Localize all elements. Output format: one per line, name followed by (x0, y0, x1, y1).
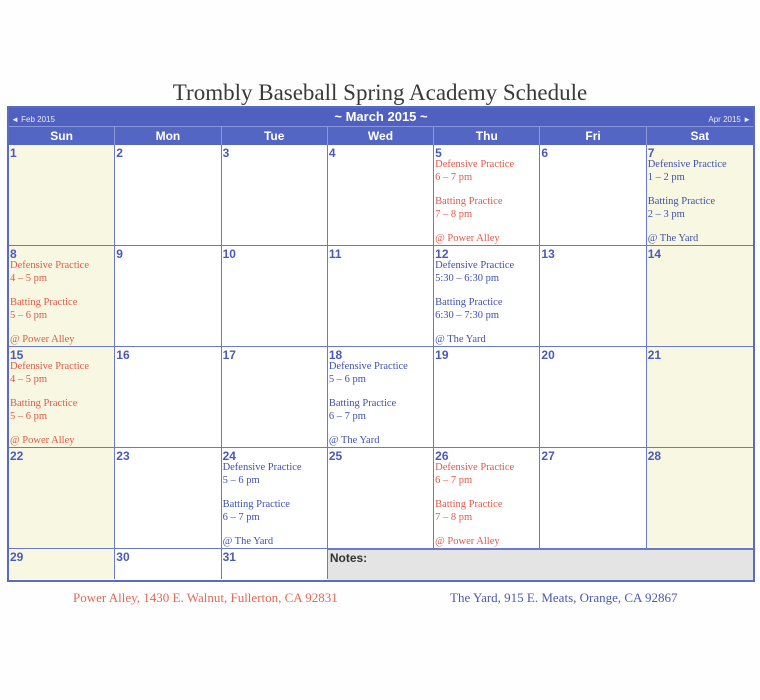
event-location: @ Power Alley (10, 334, 75, 345)
event-time: 6 – 7 pm (435, 474, 473, 486)
day-number: 16 (116, 348, 130, 362)
event-name: Batting Practice (435, 499, 503, 510)
day-number: 30 (116, 550, 130, 564)
event-name: Batting Practice (647, 196, 716, 207)
day-cell[interactable] (222, 246, 328, 347)
day-events (435, 462, 537, 549)
event-time: 4 – 5 pm (10, 272, 48, 284)
day-cell[interactable] (222, 549, 328, 579)
day-cell[interactable] (115, 448, 221, 549)
weekday-sat: Sat (690, 129, 710, 143)
day-cell[interactable] (115, 246, 221, 347)
event-time: 5 – 6 pm (328, 373, 366, 385)
event-time: 5 – 6 pm (222, 474, 260, 486)
weekday-thu: Thu (434, 127, 540, 145)
day-number: 15 (10, 348, 24, 362)
day-cell[interactable] (328, 246, 434, 347)
event-location: @ Power Alley (435, 233, 500, 244)
day-events (329, 361, 431, 448)
event-time: 6 – 7 pm (328, 410, 366, 422)
day-number: 10 (222, 247, 236, 261)
day-cell[interactable] (434, 448, 540, 549)
day-number: 13 (541, 247, 555, 261)
event-name: Defensive Practice (435, 260, 515, 271)
day-events (648, 159, 751, 246)
event-name: Defensive Practice (10, 361, 90, 372)
day-cell[interactable] (434, 347, 540, 448)
event-location: @ The Yard (435, 334, 486, 345)
day-number: 20 (541, 348, 555, 362)
day-number: 3 (222, 146, 230, 160)
day-number: 12 (435, 247, 449, 261)
calendar-grid (9, 145, 753, 549)
event-time: 7 – 8 pm (435, 208, 473, 220)
day-number: 24 (222, 449, 236, 463)
prev-month-link[interactable]: ◄ Feb 2015 (11, 115, 55, 124)
day-events (435, 260, 537, 347)
day-cell[interactable] (115, 347, 221, 448)
day-cell[interactable] (328, 145, 434, 246)
day-number: 23 (116, 449, 130, 463)
day-number: 18 (328, 348, 343, 362)
event-location: @ The Yard (647, 233, 699, 244)
event-name: Defensive Practice (328, 361, 408, 372)
event-name: Batting Practice (435, 297, 503, 308)
day-number: 25 (328, 449, 343, 463)
day-number: 5 (435, 146, 442, 160)
event-time: 6:30 – 7:30 pm (435, 309, 500, 321)
day-events (10, 361, 112, 448)
day-cell[interactable] (115, 549, 221, 579)
day-cell[interactable] (540, 448, 646, 549)
day-number: 21 (647, 348, 662, 362)
power-alley-address: Power Alley, 1430 E. Walnut, Fullerton, CA 92831 (73, 590, 338, 605)
event-location: @ The Yard (328, 435, 380, 446)
day-cell[interactable] (9, 246, 115, 347)
day-cell[interactable] (540, 145, 646, 246)
day-number: 1 (10, 146, 17, 160)
day-cell[interactable] (540, 347, 646, 448)
day-cell[interactable] (434, 145, 540, 246)
month-title: ~ March 2015 ~ (334, 109, 428, 124)
weekday-wed: Wed (328, 127, 434, 145)
day-cell[interactable] (328, 448, 434, 549)
event-name: Defensive Practice (647, 159, 727, 170)
day-cell[interactable] (115, 145, 221, 246)
weekday-fri: Fri (540, 127, 646, 145)
notes-label: Notes: (329, 551, 368, 565)
day-cell[interactable] (328, 347, 434, 448)
event-name: Batting Practice (222, 499, 290, 510)
day-cell[interactable] (647, 448, 753, 549)
event-time: 6 – 7 pm (435, 171, 473, 183)
event-time: 4 – 5 pm (10, 373, 48, 385)
weekday-tue: Tue (222, 127, 328, 145)
day-cell[interactable] (9, 145, 115, 246)
day-number: 19 (435, 348, 449, 362)
next-month-link[interactable]: Apr 2015 ► (708, 115, 751, 124)
weekday-header (9, 126, 753, 145)
the-yard-address: The Yard, 915 E. Meats, Orange, CA 92867 (450, 590, 678, 605)
day-cell[interactable] (540, 246, 646, 347)
day-number: 27 (541, 449, 555, 463)
event-time: 1 – 2 pm (647, 171, 685, 183)
day-cell[interactable] (9, 448, 115, 549)
event-location: @ Power Alley (435, 536, 500, 547)
day-events (223, 462, 325, 549)
day-events (10, 260, 112, 347)
month-header (9, 108, 753, 126)
calendar (7, 106, 755, 582)
event-name: Batting Practice (10, 297, 78, 308)
day-number: 8 (10, 247, 17, 261)
day-cell[interactable] (222, 347, 328, 448)
event-name: Defensive Practice (435, 159, 515, 170)
event-name: Defensive Practice (435, 462, 515, 473)
day-cell[interactable] (9, 347, 115, 448)
weekday-mon: Mon (115, 127, 221, 145)
day-cell[interactable] (222, 145, 328, 246)
day-events (435, 159, 537, 246)
day-cell[interactable] (222, 448, 328, 549)
day-cell[interactable] (9, 549, 115, 579)
day-number: 4 (328, 146, 336, 160)
day-number: 17 (222, 348, 236, 362)
day-number: 6 (541, 146, 549, 160)
event-time: 5 – 6 pm (10, 410, 48, 422)
event-name: Batting Practice (10, 398, 78, 409)
day-number: 11 (328, 247, 342, 261)
weekday-sun: Sun (9, 127, 115, 145)
event-name: Defensive Practice (222, 462, 302, 473)
page-title: Trombly Baseball Spring Academy Schedule (172, 80, 588, 105)
event-location: @ Power Alley (10, 435, 75, 446)
day-cell[interactable] (434, 246, 540, 347)
event-name: Batting Practice (435, 196, 503, 207)
event-location: @ The Yard (222, 536, 274, 547)
event-time: 7 – 8 pm (435, 511, 473, 523)
event-name: Defensive Practice (10, 260, 90, 271)
notes-area[interactable] (328, 549, 753, 580)
day-number: 22 (10, 449, 24, 463)
day-cell[interactable] (647, 347, 753, 448)
day-number: 31 (222, 550, 236, 564)
event-time: 5:30 – 6:30 pm (435, 272, 500, 284)
event-name: Batting Practice (328, 398, 397, 409)
calendar-last-row (9, 549, 753, 580)
event-time: 2 – 3 pm (647, 208, 685, 220)
day-number: 14 (647, 247, 662, 261)
day-number: 2 (116, 146, 123, 160)
day-number: 9 (116, 247, 123, 261)
day-number: 29 (10, 550, 24, 564)
day-cell[interactable] (647, 246, 753, 347)
event-time: 6 – 7 pm (222, 511, 260, 523)
day-number: 7 (647, 146, 655, 160)
event-time: 5 – 6 pm (10, 309, 48, 321)
day-number: 26 (435, 449, 449, 463)
day-cell[interactable] (647, 145, 753, 246)
day-number: 28 (647, 449, 662, 463)
